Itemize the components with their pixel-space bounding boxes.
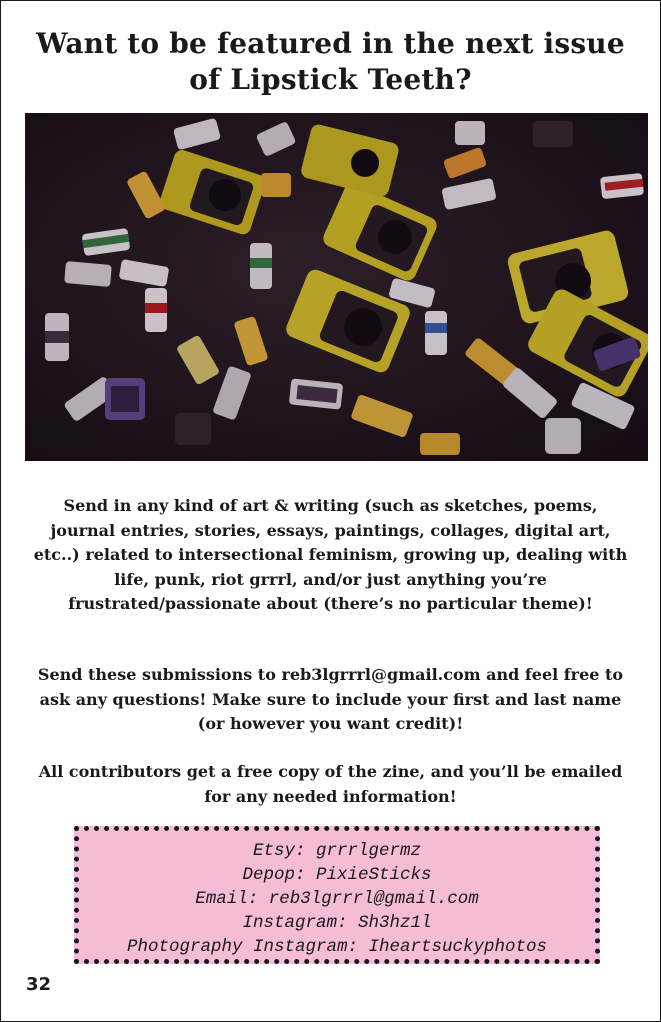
instagram-contact: Instagram: Sh3hz1l (242, 913, 432, 933)
page-number: 32 (26, 974, 52, 995)
depop-contact: Depop: PixieSticks (242, 865, 432, 885)
contributor-perks-text: All contributors get a free copy of the zine, and you’ll be emailed for any needed information! (38, 762, 623, 806)
etsy-contact: Etsy: grrrlgermz (252, 841, 422, 861)
call-for-submissions-text: Send in any kind of art & writing (such as sketches, poems, journal entries, stories, essays, paintings, collages, digital art, etc..) related to intersectional feminism, growing up, dealing with life, punk, riot grrrl, and/or just anything you’re frustrated/passionate about (there’s no particular theme)! (33, 496, 628, 613)
how-to-submit-text: Send these submissions to reb3lgrrrl@gmail.com and feel free to ask any questions! Make sure to include your first and last name (or however you want credit)! (37, 665, 624, 733)
photo-illustration (25, 113, 648, 461)
page-title-line-1: Want to be featured in the next issue (36, 27, 625, 60)
page-title-line-2: of Lipstick Teeth? (189, 63, 472, 96)
photography-instagram-contact: Photography Instagram: Iheartsuckyphotos (126, 937, 548, 957)
email-contact: Email: reb3lgrrrl@gmail.com (195, 889, 479, 909)
film-canisters-photo (25, 113, 648, 461)
page-title (20, 26, 641, 98)
contact-info-box (74, 826, 600, 964)
